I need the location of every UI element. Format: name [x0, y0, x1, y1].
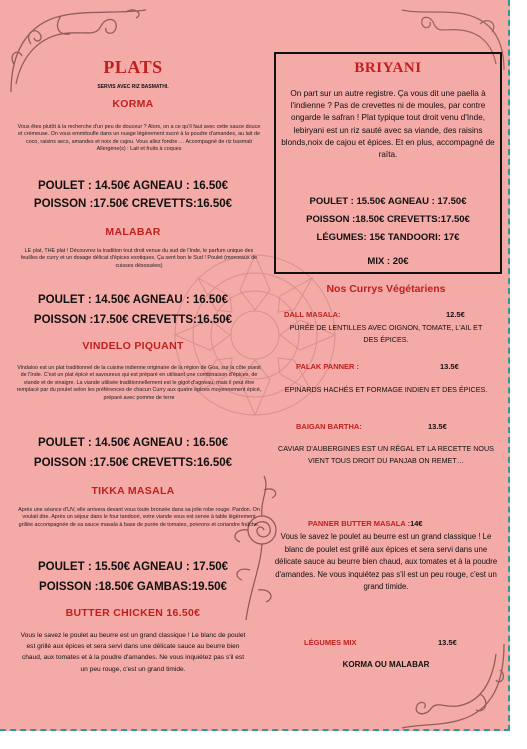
- tikka-description: Après une séance d'UV, elle arrivera devant vous toute bronzée dans sa jolie robe rouge. Pardon. On voulait dire. Après un séjour dans le four tandoori, votre viande vous est servie à table légèrement grillée accompagnée de sa sauce masala à base de purée de tomates, poivrons et coriandre fraîche.: [18, 507, 260, 528]
- vindelo-description: Vindaloo est un plat traditionnel de la cuisine indienne originaire de la région de Goa, sur la côte ouest de l'Inde. C'est un plat épicé et savoureux qui est préparé en utilisant une combinaison d'épices, de viande et de vinaigre. La viande utilisée traditionnellement est le gigot d'agneau, mais il peut être remplacé par du poulet selon les préférences de chacun Curry aux quatre épices moyennement épicé, préparé avec pomme de terre: [16, 365, 262, 401]
- butter-chicken-title: BUTTER CHICKEN 16.50€: [65, 607, 201, 619]
- panner-description: Vous le savez le poulet au beurre est un grand classique ! Le blanc de poulet est grillé aux épices et sera servi dans une délicate sauce au beurre bien chaud, aux tomates et à la poudre d'amandes. Ne vous inquiétez pas s'il est un peu rouge, c'est un grand timide.: [274, 532, 498, 592]
- servis-note: SERVIS AVEC RIZ BASMATHI.: [97, 84, 169, 90]
- vindelo-title: VINDELO PIQUANT: [82, 340, 184, 352]
- tikka-title: TIKKA MASALA: [91, 485, 175, 497]
- butter-chicken-description: Vous le savez le poulet au beurre est un grand classique ! Le blanc de poulet est grillé aux épices et sera servi dans une délicate sauce au beurre bien chaud, aux tomates et à la poudre d'amandes. Ne vous inquiétez pas s'il est un peu rouge, c'est un grand timide.: [20, 632, 246, 673]
- korma-title: KORMA: [112, 98, 154, 110]
- tikka-price-line-2: POISSON :18.50€ GAMBAS:19.50€: [39, 581, 227, 593]
- palak-description: EPINARDS HACHÉS ET FORMAGE INDIEN ET DES ÉPICES.: [284, 385, 488, 394]
- plats-title: PLATS: [103, 57, 163, 77]
- dall-price: 12.5€: [446, 310, 465, 319]
- biryani-box: [274, 52, 502, 274]
- palak-price: 13.5€: [440, 362, 459, 371]
- legumes-price: 13.5€: [438, 638, 457, 647]
- korma-price-line-2: POISSON :17.50€ CREVETTS:16.50€: [33, 198, 233, 210]
- vindelo-price-line-2: POISSON :17.50€ CREVETTS:16.50€: [33, 457, 233, 469]
- malabar-title: MALABAR: [105, 226, 161, 238]
- baigan-name: BAIGAN BARTHA:: [296, 422, 362, 431]
- panner-price: 14€: [410, 519, 423, 528]
- biryani-description: On part sur un autre registre. Ça vous dit une paella à l'indienne ? Pas de crevettes ni de moules, par contre ongarde le safran ! Plat typique tout droit venu d'Inde, lebiryani est un riz sauté avec sa viande, des raisins blonds,noix de cajou et épices. Et en plus, accompagné de raïta.: [281, 89, 495, 160]
- biryani-price-line-4: MIX : 20€: [367, 256, 409, 267]
- vindelo-price-line-1: POULET : 14.50€ AGNEAU : 16.50€: [37, 437, 229, 449]
- baigan-description: CAVIAR D'AUBERGINES EST UN RÉGAL ET LA RECETTE NOUS VIENT TOUS DROIT DU PANJAB ON REMET…: [278, 444, 494, 465]
- malabar-description: LE plat, THE plat ! Découvrez la tradition tout droit venue du sud de l'Inde, le parfum unique des feuilles de curry et un dosage délicat d'épices exotiques. Ça sent bon le Sud ! Poulet (morceaux de cuisses désossées): [20, 248, 258, 269]
- panner-name: PANNER BUTTER MASALA :14€: [308, 519, 423, 528]
- biryani-price-line-2: POISSON :18.50€ CREVETTS:17.50€: [306, 214, 470, 225]
- malabar-price-line-2: POISSON :17.50€ CREVETTS:16.50€: [33, 314, 233, 326]
- korma-description: Vous êtes plutôt à la recherche d'un peu de douceur ? Alors, on a ce qu'il faut avec cette sauce douce et crémeuse. On vous emmitoufle dans un nuage légèrement sucré à la poudre d'amandes, au lait de coco, raisins secs, amandes et noix de cajou. Vous allez fondre … Accompagné de riz basmati Allergène(s) : Lait et fruits à coques: [17, 124, 261, 153]
- baigan-price: 13.5€: [428, 422, 447, 431]
- biryani-price-line-3: LÉGUMES: 15€ TANDOORI: 17€: [316, 232, 460, 243]
- dall-name: DALL MASALA:: [284, 310, 341, 319]
- korma-price-line-1: POULET : 14.50€ AGNEAU : 16.50€: [37, 180, 229, 192]
- legumes-description: KORMA OU MALABAR: [342, 660, 430, 669]
- malabar-price-line-1: POULET : 14.50€ AGNEAU : 16.50€: [37, 294, 229, 306]
- palak-name: PALAK PANNER :: [296, 362, 360, 371]
- biryani-title: BRIYANI: [354, 60, 422, 76]
- tikka-price-line-1: POULET : 15.50€ AGNEAU : 17.50€: [37, 561, 229, 573]
- biryani-price-line-1: POULET : 15.50€ AGNEAU : 17.50€: [309, 196, 467, 207]
- vegetarian-title: Nos Currys Végétariens: [326, 283, 446, 295]
- legumes-name: LÉGUMES MIX: [304, 638, 357, 647]
- dall-description: PURÉE DE LENTILLES AVEC OIGNON, TOMATE, L'AIL ET DES ÉPICES.: [289, 323, 483, 344]
